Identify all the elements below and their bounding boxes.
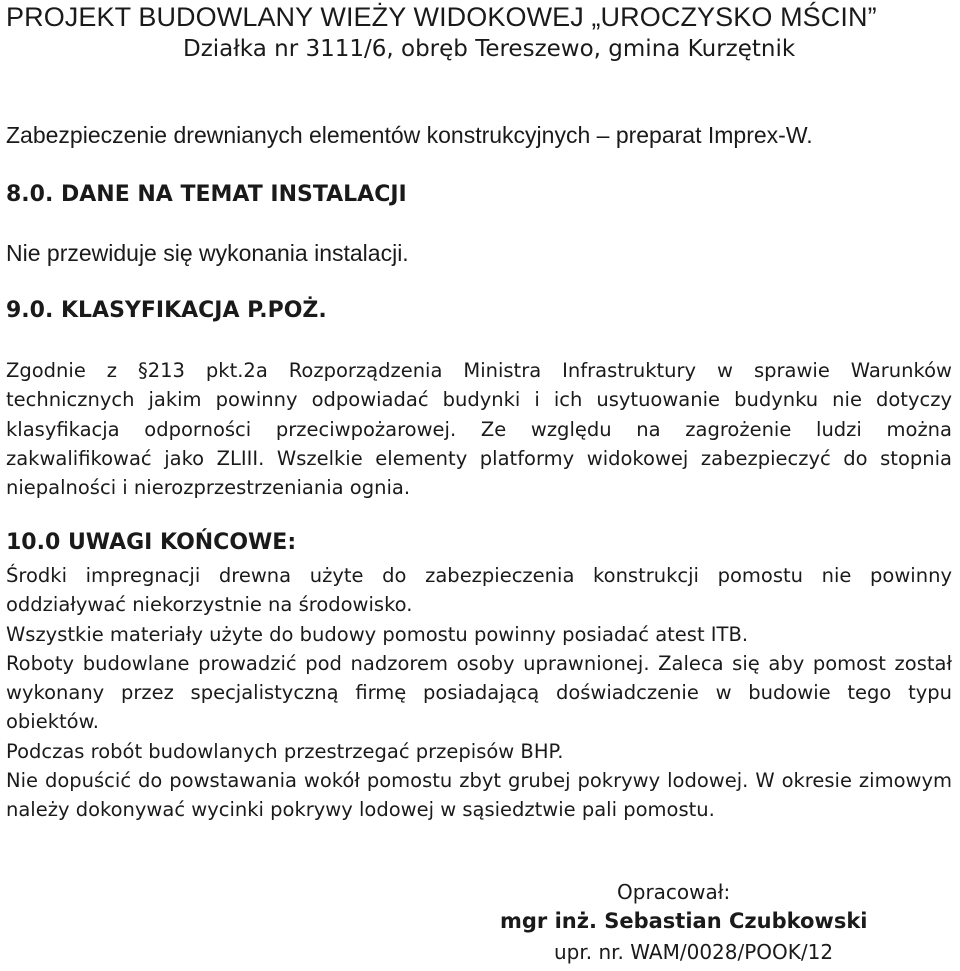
- section-10-paragraphs: [6, 561, 952, 825]
- remark-3: Roboty budowlane prowadzić pod nadzorem osoby uprawnionej. Zaleca się aby pomost został wykonany przez specjalistyczną firmę posiadającą doświadczenie w budowie tego typu obiektów.: [6, 651, 952, 734]
- project-title: PROJEKT BUDOWLANY WIEŻY WIDOKOWEJ „UROCZYSKO MŚCIN”: [6, 2, 877, 32]
- signature-name: mgr inż. Sebastian Czubkowski: [500, 909, 868, 933]
- signature-label: Opracował:: [617, 880, 731, 904]
- section-9-text: Zgodnie z §213 pkt.2a Rozporządzenia Ministra Infrastruktury w sprawie Warunków technicznych jakim powinny odpowiadać budynki i ich usytuowanie budynku nie dotyczy klasyfikacja odporności przeciwpożarowej. Ze względu na zagrożenie ludzi można zakwalifikować jako ZLIII. Wszelkie elementy platformy widokowej zabezpieczyć do stopnia niepalności i nierozprzestrzeniania ognia.: [6, 359, 952, 500]
- section-8-text: Nie przewiduje się wykonania instalacji.: [6, 240, 409, 266]
- intro-line: Zabezpieczenie drewnianych elementów konstrukcyjnych – preparat Imprex-W.: [6, 122, 813, 148]
- section-8-heading: 8.0. DANE NA TEMAT INSTALACJI: [6, 182, 407, 207]
- section-9-heading: 9.0. KLASYFIKACJA P.POŻ.: [6, 298, 327, 323]
- project-subtitle: Działka nr 3111/6, obręb Tereszewo, gmina Kurzętnik: [183, 36, 796, 62]
- remark-1: Środki impregnacji drewna użyte do zabezpieczenia konstrukcji pomostu nie powinny oddziaływać niekorzystnie na środowisko.: [6, 564, 952, 617]
- remark-4: Podczas robót budowlanych przestrzegać przepisów BHP.: [6, 739, 564, 763]
- signature-registration: upr. nr. WAM/0028/POOK/12: [554, 940, 834, 964]
- section-9-paragraph: [6, 356, 952, 502]
- section-10-heading: 10.0 UWAGI KOŃCOWE:: [6, 530, 297, 555]
- remark-5: Nie dopuścić do powstawania wokół pomostu zbyt grubej pokrywy lodowej. W okresie zimowym należy dokonywać wycinki pokrywy lodowej w sąsiedztwie pali pomostu.: [6, 769, 952, 822]
- remark-2: Wszystkie materiały użyte do budowy pomostu powinny posiadać atest ITB.: [6, 622, 749, 646]
